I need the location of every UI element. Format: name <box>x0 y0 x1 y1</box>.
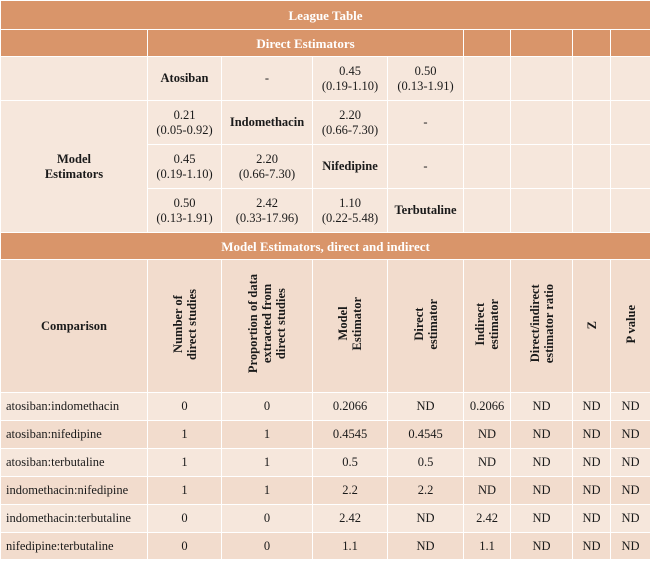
league-header-blank <box>1 30 148 57</box>
league-cell: - <box>388 145 464 189</box>
model-estimators-title: Model Estimators, direct and indirect <box>1 233 650 260</box>
blank-cell <box>464 57 511 101</box>
number-direct-cell: 0 <box>148 505 222 533</box>
estimate-ci: (0.19-1.10) <box>321 78 379 93</box>
comparison-cell: atosiban:terbutaline <box>1 449 148 477</box>
estimate-value: 2.20 <box>339 107 361 122</box>
league-cell: - <box>222 57 313 101</box>
model-label-line2: Estimators <box>44 166 104 181</box>
proportion-cell: 1 <box>222 477 313 505</box>
ratio-cell: ND <box>511 505 573 533</box>
header-line: P value <box>623 304 638 344</box>
drug-atosiban: Atosiban <box>148 57 222 101</box>
blank-cell <box>464 189 511 233</box>
estimate-ci: (0.33-17.96) <box>235 210 299 225</box>
blank-cell <box>511 101 573 145</box>
estimate-value: 2.42 <box>256 195 278 210</box>
ratio-cell: ND <box>511 533 573 560</box>
number-direct-cell: 1 <box>148 449 222 477</box>
ratio-cell: ND <box>511 477 573 505</box>
blank-cell <box>573 101 611 145</box>
direct-estimator-cell: 0.4545 <box>388 421 464 449</box>
direct-estimator-cell: ND <box>388 533 464 560</box>
estimate-value: 2.20 <box>256 151 278 166</box>
col-header-indirect-estimator <box>464 260 511 393</box>
model-estimator-cell: 0.2066 <box>313 393 388 421</box>
number-direct-cell: 1 <box>148 477 222 505</box>
proportion-cell: 0 <box>222 505 313 533</box>
direct-estimator-cell: 2.2 <box>388 477 464 505</box>
header-blank-cell <box>511 30 573 57</box>
header-blank-cell <box>573 30 611 57</box>
z-cell: ND <box>573 421 611 449</box>
z-cell: ND <box>573 533 611 560</box>
estimate-value: 0.50 <box>173 195 196 210</box>
header-line: direct studies <box>184 288 199 360</box>
league-cell <box>148 145 222 189</box>
header-line: direct studies <box>274 288 288 360</box>
league-cell: - <box>388 101 464 145</box>
header-blank-cell <box>464 30 511 57</box>
table-row <box>1 449 650 477</box>
header-line: Model <box>336 306 350 342</box>
proportion-cell: 1 <box>222 449 313 477</box>
ratio-cell: ND <box>511 421 573 449</box>
drug-indomethacin: Indomethacin <box>222 101 313 145</box>
estimate-ci: (0.66-7.30) <box>321 122 379 137</box>
blank-cell <box>611 101 650 145</box>
indirect-estimator-cell: 1.1 <box>464 533 511 560</box>
model-estimator-cell: 0.5 <box>313 449 388 477</box>
col-header-number-direct <box>148 260 222 393</box>
z-cell: ND <box>573 393 611 421</box>
header-line: Direct/indirect <box>527 285 542 363</box>
p-value-cell: ND <box>611 505 650 533</box>
indirect-estimator-cell: ND <box>464 477 511 505</box>
p-value-cell: ND <box>611 449 650 477</box>
estimate-ci: (0.13-1.91) <box>156 210 213 225</box>
header-line: estimator ratio <box>541 284 556 364</box>
model-estimators-label <box>1 101 148 233</box>
league-cell <box>222 145 313 189</box>
indirect-estimator-cell: ND <box>464 449 511 477</box>
comparison-cell: indomethacin:nifedipine <box>1 477 148 505</box>
blank-cell <box>464 145 511 189</box>
estimate-ci: (0.22-5.48) <box>321 210 379 225</box>
col-header-model-estimator <box>313 260 388 393</box>
col-header-proportion <box>222 260 313 393</box>
estimate-value: 0.50 <box>414 63 437 78</box>
p-value-cell: ND <box>611 477 650 505</box>
header-line: Number of <box>170 295 185 353</box>
z-cell: ND <box>573 449 611 477</box>
header-line: Indirect <box>473 302 487 346</box>
ratio-cell: ND <box>511 449 573 477</box>
blank-cell <box>464 101 511 145</box>
indirect-estimator-cell: ND <box>464 421 511 449</box>
estimate-value: 0.45 <box>173 151 196 166</box>
league-cell <box>388 57 464 101</box>
indirect-estimator-cell: 2.42 <box>464 505 511 533</box>
blank-cell <box>511 189 573 233</box>
estimate-value: 0.45 <box>339 63 361 78</box>
league-cell <box>313 189 388 233</box>
header-line: Estimator <box>350 297 364 351</box>
col-header-z <box>573 260 611 393</box>
league-cell <box>222 189 313 233</box>
model-estimator-cell: 2.2 <box>313 477 388 505</box>
model-estimator-cell: 0.4545 <box>313 421 388 449</box>
league-cell <box>313 101 388 145</box>
proportion-cell: 0 <box>222 393 313 421</box>
proportion-cell: 1 <box>222 421 313 449</box>
table-row <box>1 533 650 560</box>
z-cell: ND <box>573 477 611 505</box>
header-line: estimator <box>425 298 440 350</box>
estimate-ci: (0.66-7.30) <box>238 166 296 181</box>
direct-estimator-cell: 0.5 <box>388 449 464 477</box>
table-row <box>1 477 650 505</box>
col-header-direct-estimator <box>388 260 464 393</box>
blank-cell <box>511 57 573 101</box>
league-cell <box>313 57 388 101</box>
comparison-cell: atosiban:indomethacin <box>1 393 148 421</box>
blank-cell <box>511 145 573 189</box>
number-direct-cell: 1 <box>148 421 222 449</box>
header-line: extracted from <box>260 284 274 364</box>
direct-estimator-cell: ND <box>388 505 464 533</box>
league-cell <box>148 189 222 233</box>
table-row <box>1 421 650 449</box>
header-line: Direct <box>411 307 426 341</box>
estimate-value: 1.10 <box>339 195 361 210</box>
league-cell <box>148 101 222 145</box>
col-header-comparison: Comparison <box>1 260 148 393</box>
model-estimator-cell: 2.42 <box>313 505 388 533</box>
number-direct-cell: 0 <box>148 533 222 560</box>
direct-estimators-header: Direct Estimators <box>148 30 464 57</box>
blank-cell <box>573 189 611 233</box>
p-value-cell: ND <box>611 533 650 560</box>
estimate-ci: (0.05-0.92) <box>156 122 213 137</box>
header-blank-cell <box>611 30 650 57</box>
comparison-cell: indomethacin:terbutaline <box>1 505 148 533</box>
number-direct-cell: 0 <box>148 393 222 421</box>
direct-estimator-cell: ND <box>388 393 464 421</box>
blank-cell <box>611 189 650 233</box>
table-row <box>1 393 650 421</box>
estimate-ci: (0.19-1.10) <box>156 166 213 181</box>
col-header-p-value <box>611 260 650 393</box>
model-label-line1: Model <box>56 151 92 166</box>
estimate-value: 0.21 <box>173 107 196 122</box>
col-header-ratio <box>511 260 573 393</box>
p-value-cell: ND <box>611 393 650 421</box>
model-estimator-cell: 1.1 <box>313 533 388 560</box>
comparison-cell: atosiban:nifedipine <box>1 421 148 449</box>
league-row-label-blank <box>1 57 148 101</box>
p-value-cell: ND <box>611 421 650 449</box>
league-table-title: League Table <box>1 1 650 30</box>
blank-cell <box>611 57 650 101</box>
header-line: Proportion of data <box>246 274 260 374</box>
blank-cell <box>611 145 650 189</box>
drug-nifedipine: Nifedipine <box>313 145 388 189</box>
header-line: Z <box>584 321 599 330</box>
estimate-ci: (0.13-1.91) <box>397 78 454 93</box>
comparison-cell: nifedipine:terbutaline <box>1 533 148 560</box>
drug-terbutaline: Terbutaline <box>388 189 464 233</box>
table-row <box>1 505 650 533</box>
ratio-cell: ND <box>511 393 573 421</box>
z-cell: ND <box>573 505 611 533</box>
indirect-estimator-cell: 0.2066 <box>464 393 511 421</box>
proportion-cell: 0 <box>222 533 313 560</box>
blank-cell <box>573 57 611 101</box>
header-line: estimator <box>487 298 501 350</box>
blank-cell <box>573 145 611 189</box>
